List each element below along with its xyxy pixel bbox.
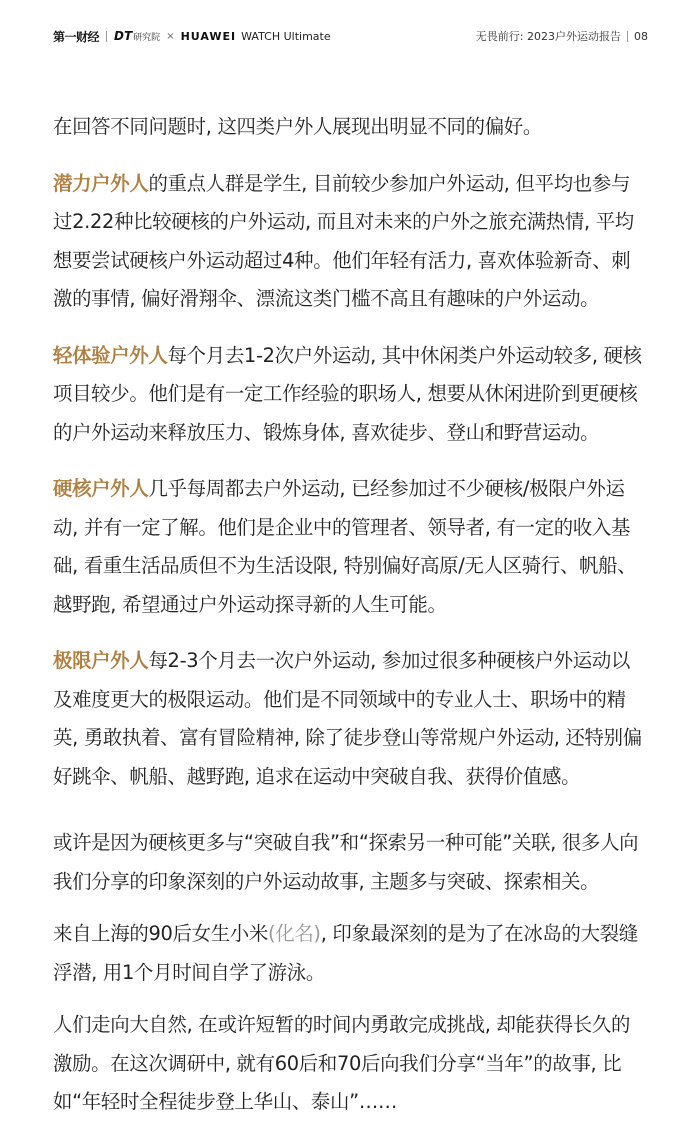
logo-divider	[106, 31, 107, 42]
alias-note: (化名)	[267, 922, 321, 945]
page-info	[476, 28, 648, 44]
potential-outdoor-paragraph	[53, 165, 649, 319]
extreme-outdoor-paragraph	[53, 642, 649, 796]
huawei-logo: HUAWEI	[180, 29, 237, 43]
main-content	[53, 108, 649, 1122]
watch-ultimate-label: WATCH Ultimate	[241, 29, 331, 43]
page-info-divider	[627, 31, 628, 42]
partner-logos	[53, 26, 331, 46]
extreme-outdoor-text: 每2-3个月去一次户外运动, 参加过很多种硬核户外运动以及难度更大的极限运动。他们是不同领域中的专业人士、职场中的精英, 勇敢执着、富有冒险精神, 除了徒步登山等常规户外运动, 还特别偏好跳伞、帆船、越野跑, 追求在运动中突破自我、获得价值感。	[53, 649, 642, 788]
cbn-logo: 第一财经	[53, 29, 100, 44]
light-experience-text: 每个月去1-2次户外运动, 其中休闲类户外运动较多, 硬核项目较少。他们是有一定工作经验的职场人, 想要从休闲进阶到更硬核的户外运动来释放压力、锻炼身体, 喜欢徒步、登山和野营运动。	[53, 343, 642, 444]
light-experience-label: 轻体验户外人	[53, 343, 168, 367]
breakthrough-paragraph: 或许是因为硬核更多与“突破自我”和“探索另一种可能”关联, 很多人向我们分享的印象深刻的户外运动故事, 主题多与突破、探索相关。	[53, 831, 639, 893]
page-header	[0, 0, 700, 72]
hardcore-outdoor-paragraph	[53, 470, 649, 624]
logo-cross: ×	[166, 30, 175, 42]
light-experience-paragraph	[53, 337, 649, 453]
page-number: 08	[634, 29, 648, 43]
nature-paragraph: 人们走向大自然, 在或许短暂的时间内勇敢完成挑战, 却能获得长久的激励。在这次调研中, 就有60后和70后向我们分享“当年”的故事, 比如“年轻时全程徒步登上华山、泰山”……	[53, 1013, 631, 1113]
xiaomi-story-paragraph	[53, 915, 649, 992]
hardcore-outdoor-label: 硬核户外人	[53, 477, 149, 500]
dt-logo-subtitle: 研究院	[133, 32, 161, 43]
report-title: 无畏前行: 2023户外运动报告	[475, 30, 621, 43]
hardcore-outdoor-text: 几乎每周都去户外运动, 已经参加过不少硬核/极限户外运动, 并有一定了解。他们是企业中的管理者、领导者, 有一定的收入基础, 看重生活品质但不为生活设限, 特别偏好高原/无人区骑行、帆船、越野跑, 希望通过户外运动探寻新的人生可能。	[53, 477, 637, 616]
potential-outdoor-text: 的重点人群是学生, 目前较少参加户外运动, 但平均也参与过2.22种比较硬核的户外运动, 而且对未来的户外之旅充满热情, 平均想要尝试硬核户外运动超过4种。他们年轻有活力, 喜欢体验新奇、刺激的事情, 偏好滑翔伞、漂流这类门槛不高且有趣味的户外运动。	[53, 171, 634, 310]
xiaomi-story-text-a: 来自上海的90后女生小米	[53, 922, 268, 945]
intro-paragraph: 在回答不同问题时, 这四类户外人展现出明显不同的偏好。	[53, 115, 542, 138]
xiaomi-story-text-b: , 印象最深刻的是为了在冰岛的大裂缝浮潜, 用1个月时间自学了游泳。	[53, 922, 638, 984]
dt-logo: DT	[114, 29, 133, 43]
extreme-outdoor-label: 极限户外人	[53, 649, 149, 672]
potential-outdoor-label: 潜力户外人	[53, 171, 149, 195]
